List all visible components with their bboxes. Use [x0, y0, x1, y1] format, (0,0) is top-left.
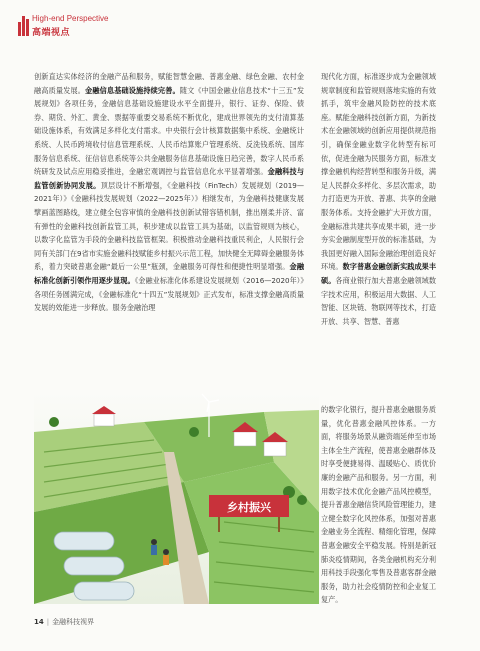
rural-revitalization-illustration: [34, 392, 319, 604]
page-number: 14: [34, 618, 44, 626]
bold-heading-run: 金融信息基础设施持续完善。: [85, 85, 180, 95]
body-text-run: 创新直达实体经济的金融产品和服务，赋能智慧金融、普惠金融、绿色金融、农村金融高质量发展。: [34, 72, 304, 95]
body-text-run: 随文《中国金融业信息技术“十三五”发展规划》各项任务，金融信息基础设施建设水平全面提升，银行、证券、保险、债券、期货、外汇、黄金、票据等重要交易系统不断优化，建成世界领先的支付清算基础设施体系，有效满足多样化支付需求。中央银行会计核算数据集中系统、金融统计系统、人民币跨境收付信息管理系统、人民币结算账户管理系统、反洗钱系统、国库服务信息系统、征信信息系统等公共金融服务信息基础设施日趋完善，数字人民币系统研发及试点应用稳妥推进，金融宏观调控与监管信息化水平显著增强。: [34, 85, 304, 177]
bold-heading-run: 金融科技与监管创新协同发展。: [34, 167, 304, 190]
bold-heading-run: 数字普惠金融创新实践成果丰硕。: [321, 262, 436, 285]
header-english-title: High-end Perspective: [32, 14, 109, 23]
bold-heading-run: 金融标准化创新引领作用逐步显现。: [34, 262, 304, 285]
svg-text:乡村振兴: 乡村振兴: [227, 501, 271, 514]
body-text-run: 各商业银行加大普惠金融领域数字技术应用，积极运用大数据、人工智能、区块链、物联网等技术，打造开放、共享、智慧、普惠: [321, 275, 436, 326]
page-footer: [34, 617, 94, 627]
body-text-run: 《金融业标准化体系建设发展规划（2016—2020年）》各项任务圆满完成，《金融标准化“十四五”发展规划》正式发布，标准支撑金融高质量发展的效能进一步释放。服务金融治理: [34, 275, 304, 313]
publication-name: 金融科技视界: [52, 618, 95, 626]
footer-separator: |: [46, 618, 50, 626]
body-text-run: 的数字化银行，提升普惠金融服务质量，优化普惠金融风控体系。一方面，将服务场景从融资端延伸至市场主体全生产流程，使普惠金融群体及时享受便捷易得、温暖贴心、质优价廉的金融产品和服务。另一方面，利用数字技术优化金融产品风控模型，提升普惠金融信贷风险管理能力，建立健全数字化风控体系，加强对普惠金融业务全流程、精细化管理，保障普惠金融安全平稳发展。特别是新冠肺炎疫情期间，各类金融机构充分利用科技手段强化零售及普惠客群金融服务，助力社会疫情防控和企业复工复产。: [321, 405, 436, 605]
article-text-right-column-bottom: [321, 403, 436, 607]
article-text-right-column-top: [321, 70, 436, 328]
article-text-left-column: [34, 70, 304, 315]
header-chinese-title: 高端视点: [32, 28, 71, 38]
logo-bars-icon: [18, 16, 28, 36]
body-text-run: 顶层设计不断增强，《金融科技（FinTech）发展规划（2019—2021年）》《金融科技发展规划（2022—2025年）》相继发布，为金融科技健康发展擘画蓝图路线，建立健全包容审慎的金融科技创新试错容错机制，推出刚柔并济、富有弹性的金融科技创新监管工具，积步建成以监管工具为基础，以监管规则为核心，以数字化监管为手段的金融科技监管框架。积极推动金融科技重民利企，人民银行会同有关部门在9省市实施金融科技赋能乡村振兴示范工程，加快健全无障碍金融服务体系，着力突破普惠金融“最后一公里”瓶颈，金融服务可得性和便捷性明显增强。: [34, 180, 304, 272]
body-text-run: 现代化方面，标准逐步成为金融领域规章制度和监管规则落地实施的有效抓手，筑牢金融风险防控的技术底座。赋能金融科技创新方面，为新技术在金融领域的创新应用提供规范指引，确保金融业数字化转型有标可依，促进金融为民服务方面，标准支撑金融机构经营转型和服务升级，满足人民群众多样化、多层次需求，助力打造更为开放、普惠、共享的金融服务体系。支持金融扩大开放方面，金融标准共建共享成果丰硕，进一步夯实金融制度型开放的标准基础，为我国更好融入国际金融治理创造良好环境。: [321, 72, 436, 272]
